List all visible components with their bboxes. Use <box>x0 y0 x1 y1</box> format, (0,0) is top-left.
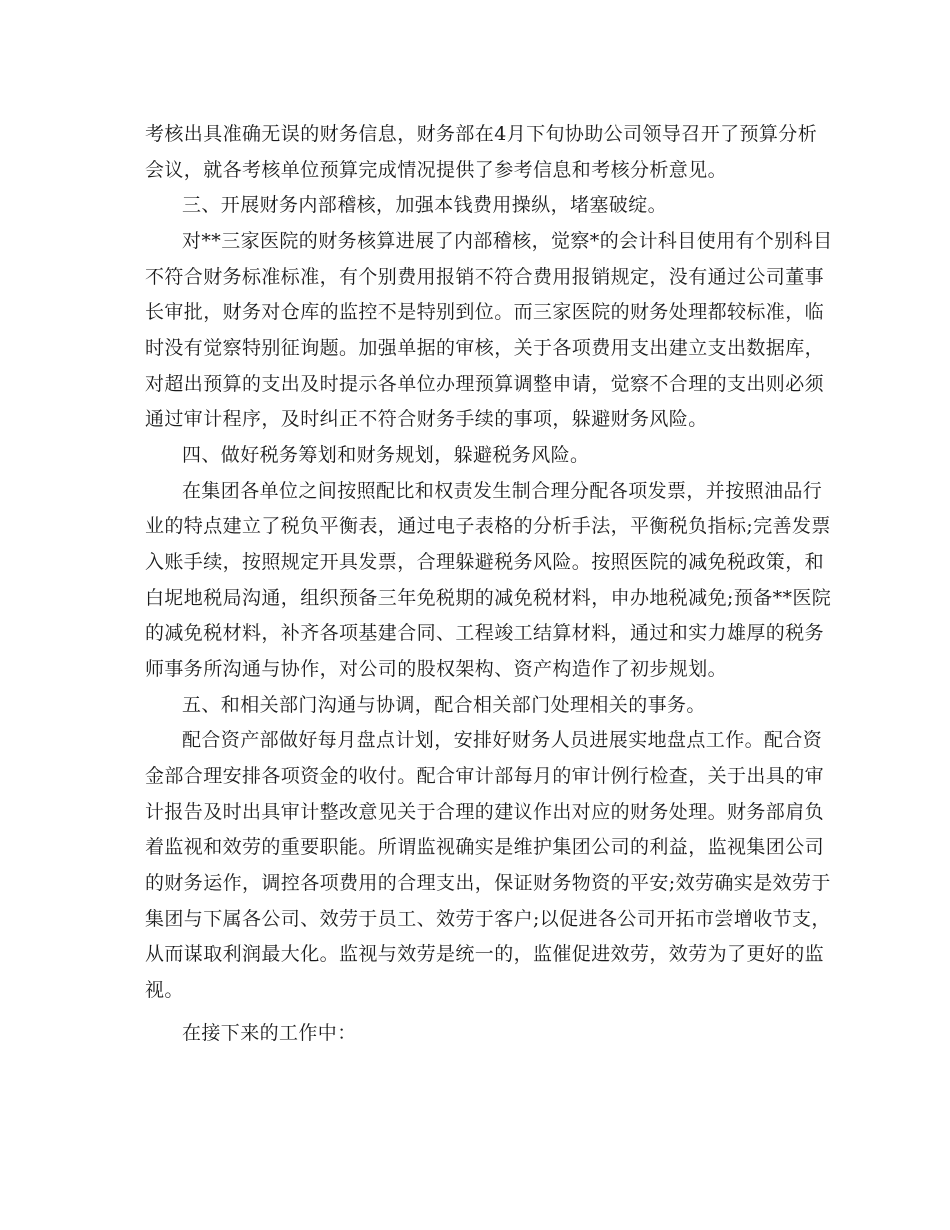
text-line: 从而谋取利润最大化。监视与效劳是统一的，监催促进效劳，效劳为了更好的监 <box>145 943 825 965</box>
text-line: 对超出预算的支出及时提示各单位办理预算调整申请，觉察不合理的支出则必须 <box>145 373 825 395</box>
text-line: 长审批，财务对仓库的监控不是特别到位。而三家医院的财务处理都较标准，临 <box>145 301 825 323</box>
text-line: 视。 <box>145 979 184 1001</box>
text-line: 入账手续，按照规定开具发票，合理躲避税务风险。按照医院的减免税政策，和 <box>145 551 825 573</box>
text-line: 着监视和效劳的重要职能。所谓监视确实是维护集团公司的利益，监视集团公司 <box>145 836 825 858</box>
section-heading: 五、和相关部门沟通与协调，配合相关部门处理相关的事务。 <box>182 694 706 716</box>
section-heading: 四、做好税务筹划和财务规划，躲避税务风险。 <box>182 444 590 466</box>
text-line: 配合资产部做好每月盘点计划，安排好财务人员进展实地盘点工作。配合资 <box>182 729 823 751</box>
text-line: 师事务所沟通与协作，对公司的股权架构、资产构造作了初步规划。 <box>145 658 728 680</box>
text-line: 考核出具准确无误的财务信息，财务部在4月下旬协助公司领导召开了预算分析 <box>145 123 818 145</box>
text-line: 会议，就各考核单位预算完成情况提供了参考信息和考核分析意见。 <box>145 159 728 181</box>
text-line: 白坭地税局沟通，组织预备三年免税期的减免税材料，申办地税减免;预备**医院 <box>145 587 832 609</box>
text-line: 的减免税材料，补齐各项基建合同、工程竣工结算材料，通过和实力雄厚的税务 <box>145 622 825 644</box>
text-line: 业的特点建立了税负平衡表，通过电子表格的分析手法，平衡税负指标;完善发票 <box>145 515 831 537</box>
text-line: 在接下来的工作中： <box>182 1022 357 1044</box>
text-line: 在集团各单位之间按照配比和权责发生制合理分配各项发票，并按照油品行 <box>182 480 823 502</box>
text-line: 不符合财务标准标准，有个别费用报销不符合费用报销规定，没有通过公司董事 <box>145 266 825 288</box>
text-line: 的财务运作，调控各项费用的合理支出，保证财务物资的平安;效劳确实是效劳于 <box>145 872 831 894</box>
section-heading: 三、开展财务内部稽核，加强本钱费用操纵，堵塞破绽。 <box>182 194 668 216</box>
text-line: 金部合理安排各项资金的收付。配合审计部每月的审计例行检查，关于出具的审 <box>145 765 825 787</box>
text-line: 集团与下属各公司、效劳于员工、效劳于客户;以促进各公司开拓市尝增收节支， <box>145 908 831 930</box>
text-line: 计报告及时出具审计整改意见关于合理的建议作出对应的财务处理。财务部肩负 <box>145 801 825 823</box>
text-line: 通过审计程序，及时纠正不符合财务手续的事项，躲避财务风险。 <box>145 408 708 430</box>
text-line: 对**三家医院的财务核算进展了内部稽核，觉察*的会计科目使用有个别科目 <box>182 230 833 252</box>
text-line: 时没有觉察特别征询题。加强单据的审核，关于各项费用支出建立支出数据库， <box>145 337 825 359</box>
